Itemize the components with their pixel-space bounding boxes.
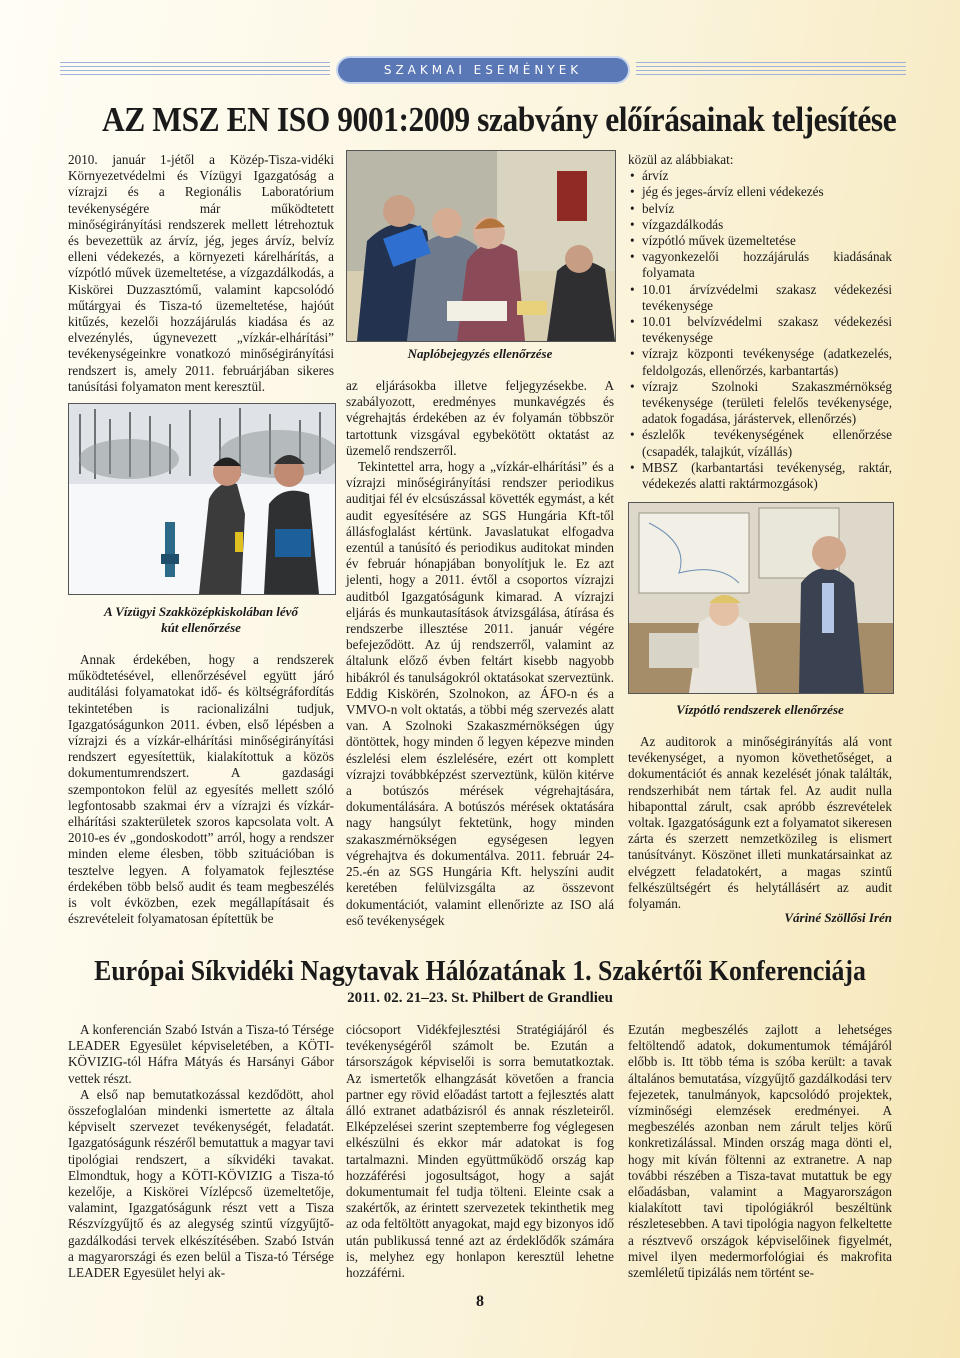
paragraph: Ezután megbeszélés zajlott a lehetséges feltöltendő adatok, dokumentumok témájáról előbb is. Itt több téma is szóba került: a tavak általános bemutatása, vízgyűjtő gazdálkodási terv fejezetek, tanulmányok, kapcsolódó projektek, vízminőségi elemzések eredményei. A megbeszélés azonban nem zárult teljes körű konkretizálással. Minden ország maga dönti el, hogy mit kíván föltenni az extranetre. A nap további részében a Tisza-tavat mutattuk be egy előadásban, valamint a Magyarországon kialakított tavi tipológiákról beszéltünk részletesebben. A tavi tipológia nagyon felkeltette a résztvevő országok képviselőinek figyelmét, mivel ilyen medermorfológiai és makrofita szemléletű tipizálás nem történt se- xyxy=(628,1022,892,1281)
article1-col1-intro xyxy=(68,152,334,395)
caption-line: kút ellenőrzése xyxy=(161,620,241,635)
caption-photo1 xyxy=(68,604,334,636)
photo-water-supply-check xyxy=(628,502,894,694)
list-item: • belvíz xyxy=(642,201,892,217)
article1-col3-list xyxy=(628,152,892,492)
article2-subtitle: 2011. 02. 21–23. St. Philbert de Grandlieu xyxy=(347,990,613,1006)
paragraph: Az auditorok a minőségirányítás alá vont tevékenységet, a nyomon követhetőséget, a dokumentációt és annak kezelését jónak találták, rendszerhibát nem tártak fel. Az audit nulla hibaponttal zárult, csak apróbb észrevételek voltak. Igazgatóságunk ezt a folyamatot sikeresen zárta és szerzett nemzetközileg is elismert tanúsítványt. Köszönet illeti munkatársainkat az elvégzett feladatokért, a magas szintű felkészültségért és helytállásért az audit folyamán. xyxy=(628,734,892,912)
paragraph: Tekintettel arra, hogy a „vízkár-elhárítási” és a vízrajzi minőségirányítási rendszer periodikus auditjai fél év elcsúszással követték egymást, a két audit egyesítésére az SGS Hungária Kft-től állásfoglalást kértünk. Javaslatukat elfogadva ezentúl a tanúsító és periodikus auditokat minden év február hónapjában bonyolítjuk le. Ez azt jelenti, hogy a 2011. évtől a csoportos vízrajzi auditból Igazgatóságunk kimarad. A vízrajzi eljárás és munkautasítások átvizsgálása, átírása és rendszerbe illesztése 2011. január végére befejeződött. Az új rendszerről, valamint az általunk előző évben feltárt kisebb nagyobb hibákról és tanulságokról oktatásokat szerveztünk. Eddig Kiskörén, Szolnokon, az ÁFO-n és a VMVO-n volt oktatás, a többi még szervezés alatt van. A Szolnoki Szakaszmérnökségen úgy döntöttek, hogy minden ő legyen képezve minden észlelési elem észlelésére, ezért ott komplett vízrajzi továbbképzést szerveztünk, külön kitérve a botúszós mérések végrehajtására, dokumentálására. A botúszós mérések oktatására nagy hangsúlyt fektetünk, hogy minden szakaszmérnökségen egységesen legyen végrehajtva és dokumentálva. 2011. február 24-25.-én az SGS Hungária Kft. helyszíni audit keretében felülvizsgálta az összevont dokumentációt, valamint ellenőrizte az ISO alá eső tevékenységek xyxy=(346,459,614,928)
article2-col1 xyxy=(68,1022,334,1281)
list-item: • észlelők tevékenységének ellenőrzése (csapadék, talajkút, vízállás) xyxy=(642,427,892,459)
decorative-lines-left xyxy=(60,62,330,78)
article2-title: Európai Síkvidéki Nagytavak Hálózatának 1. Szakértői Konferenciája xyxy=(94,956,866,987)
article1-col2-body xyxy=(346,378,614,929)
caption-photo2: Naplóbejegyzés ellenőrzése xyxy=(407,346,553,361)
article1-col3-body xyxy=(628,734,892,912)
list-item: • MBSZ (karbantartási tevékenység, raktár, védekezés alatti raktármozgások) xyxy=(642,460,892,492)
paragraph: A konferencián Szabó István a Tisza-tó Térsége LEADER Egyesület képviseletében, a KÖTI-KÖVIZIG-tól Háfra Mátyás és Harsányi Gábor vettek részt. xyxy=(68,1022,334,1086)
article2-col2 xyxy=(346,1022,614,1281)
list-intro: közül az alábbiakat: xyxy=(628,152,734,167)
paragraph: 2010. január 1-jétől a Közép-Tisza-vidéki Környezetvédelmi és Vízügyi Igazgatóság a vízrajzi és a Regionális Laboratórium tevékenységére már működtetett minőségirányítási rendszerek mellett létrehoztuk és bevezettük az árvíz, jég, jeges árvíz, belvíz elleni védekezés, a környezeti kárelhárítás, a vízpótló művek üzemeltetése, a vízgazdálkodás, a Kiskörei Duzzasztómű, valamint kapcsolódó műtárgyai és Tisza-tó üzemeltetése, hajóút kitűzés, kezelői hozzájárulás kiadása és az elvezénylés, úgynevezett „vízkár-elhárítási” tevékenységeinkre vonatkozó minőségirányítási rendszert is, amely 2011. februárjában sikeres tanúsítási folyamaton ment keresztül. xyxy=(68,152,334,394)
list-item: • 10.01 belvízvédelmi szakasz védekezési tevékenysége xyxy=(642,314,892,346)
list-item: • vagyonkezelői hozzájárulás kiadásának folyamata xyxy=(642,249,892,281)
page-number: 8 xyxy=(476,1293,484,1310)
list-item: • vízrajz Szolnoki Szakaszmérnökség tevékenysége (területi felelős tevékenysége, adatok fogadása, járástervek, ellenőrzés) xyxy=(642,379,892,428)
article1-col1-body xyxy=(68,652,334,927)
list-item: • 10.01 árvízvédelmi szakasz védekezési tevékenysége xyxy=(642,282,892,314)
decorative-lines-right xyxy=(636,62,906,78)
caption-photo3: Vízpótló rendszerek ellenőrzése xyxy=(676,702,844,717)
paragraph: az eljárásokba illetve feljegyzésekbe. A szabályozott, eredményes munkavégzés és végrehajtás érdekében az év folyamán többször tartottunk vizsgával egybekötött oktatást az üzemelő rendszerről. xyxy=(346,378,614,458)
list-item: • vízgazdálkodás xyxy=(642,217,892,233)
photo-well-inspection xyxy=(68,403,336,595)
list-item: • jég és jeges-árvíz elleni védekezés xyxy=(642,184,892,200)
paragraph: A első nap bemutatkozással kezdődött, ahol összefoglalóan mindenki ismertette az általa képviselt szervezet tevékenységét, feladatát. Igazgatóságunk részéről bemutattuk a magyar tavi tipológiai rendszert, a síkvidéki tavakat. Elmondtuk, hogy a KÖTI-KÖVIZIG a Tisza-tó kezelője, a Kiskörei Vízlépcső üzemeltetője, valamint, Igazgatóságunk részt vett a Tisza Részvízgyűjtő és az alegység szintű vízgyűjtő-gazdálkodási tervek elkészítésében. Szabó István a magyarországi és ezen belül a Tisza-tó Térsége LEADER Egyesület helyi ak- xyxy=(68,1086,334,1281)
caption-line: A Vízügyi Szakközépkiskolában lévő xyxy=(104,604,298,619)
article-title: AZ MSZ EN ISO 9001:2009 szabvány előírásainak teljesítése xyxy=(102,100,897,139)
paragraph: Annak érdekében, hogy a rendszerek működtetésével, ellenőrzésével együtt járó auditálási folyamatokat idő- és költségráfordítás tekintetében is racionalizálni tudjuk, Igazgatóságunkon 2011. évben, első lépésben a vízrajzi és a vízkár-elhárítási minőségirányítási rendszert egyesítettük, kialakítottuk a közös dokumentumrendszert. A gazdasági szempontokon felül az egyesítés mellett szóló legfontosabb szakmai érv a vízrajzi és vízkár-elhárítási szakterületek szoros kapcsolata volt. A 2010-es év „gondoskodott” arról, hogy a rendszer minden eleme élesben, több szituációban is tesztelve legyen. A folyamatok fejlesztése érdekében több belső audit és team megbeszélés is volt évközben, ezek megállapításait és észrevételeit folyamatosan építettük be xyxy=(68,652,334,927)
list-item: • árvíz xyxy=(642,168,892,184)
section-banner: SZAKMAI ESEMÉNYEK xyxy=(338,58,628,82)
paragraph: ciócsoport Vidékfejlesztési Stratégiájáról és tevékenységéről számolt be. Ezután a társországok képviselői is sorra bemutatkoztak. Az ismertetők elhangzását követően a francia partner egy rövid előadást tartott a fejlesztés alatt álló extranet adatbázisról és annak részleteiről. Elképzelései szerint szeptemberre fog véglegesen elkészülni és ekkor már adatokat is fog tartalmazni. Minden együttműködő ország kap hozzáférési jogosultságot, hogy a saját dokumentumait fel tudja tölteni. Eleinte csak a szakértők, az érintett szervezetek tekinthetik meg az oda feltöltött anyagokat, majd egy bizonyos idő után publikussá tenné azt az érdeklődők számára is, melyhez egy honlapon keresztül lehetne hozzáférni. xyxy=(346,1022,614,1281)
photo-logbook-check xyxy=(346,150,616,342)
article2-col3 xyxy=(628,1022,892,1281)
list-item: • vízpótló művek üzemeltetése xyxy=(642,233,892,249)
author-signature: Váriné Szöllősi Irén xyxy=(784,910,892,925)
list-item: • vízrajz központi tevékenysége (adatkezelés, feldolgozás, ellenőrzés, karbantartás) xyxy=(642,346,892,378)
